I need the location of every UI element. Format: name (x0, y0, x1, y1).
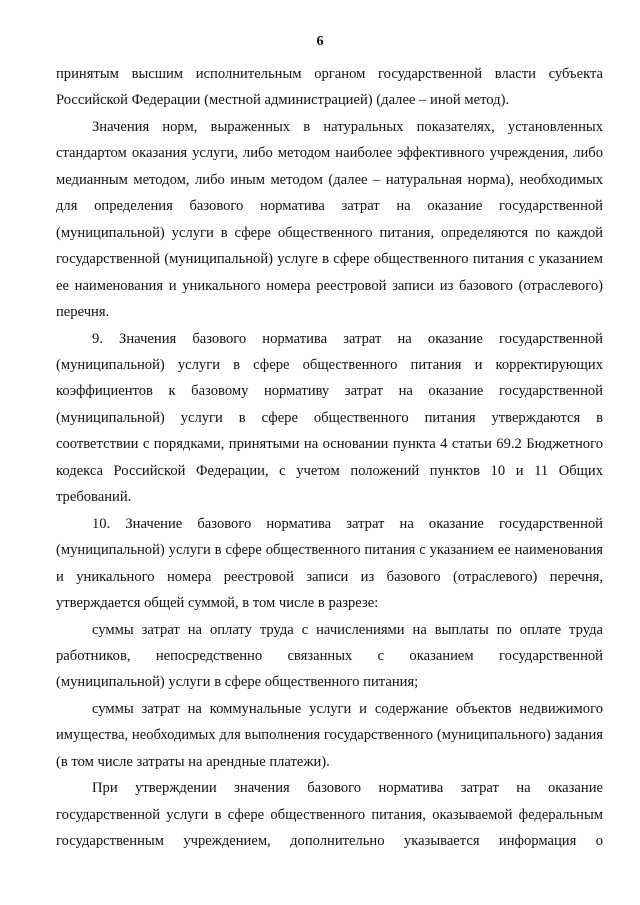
document-body (56, 61, 603, 855)
paragraph-federal-institution: При утверждении значения базового норматива затрат на оказание государственной услуги в сфере общественного питания, оказываемой федеральным государственным учреждением, дополнительно указывается информация о (56, 780, 603, 850)
paragraph-utility-costs: суммы затрат на коммунальные услуги и содержание объектов недвижимого имущества, необходимых для выполнения государственного (муниципального) задания (в том числе затраты на арендные платежи). (56, 700, 603, 770)
paragraph-clause-9: 9. Значения базового норматива затрат на оказание государственной (муниципальной) услуги в сфере общественного питания и корректирующих коэффициентов к базовому нормативу затрат на оказание государственной (муниципальной) услуги в сфере общественного питания утверждаются в соответствии с порядками, принятыми на основании пункта 4 статьи 69.2 Бюджетного кодекса Российской Федерации, с учетом положений пунктов 10 и 11 Общих требований. (56, 330, 603, 506)
paragraph-natural-norms: Значения норм, выраженных в натуральных показателях, установленных стандартом оказания услуги, либо методом наиболее эффективного учреждения, либо медианным методом, либо иным методом (далее – натуральная норма), необходимых для определения базового норматива затрат на оказание государственной (муниципальной) услуги в сфере общественного питания, определяются по каждой государственной (муниципальной) услуге в сфере общественного питания с указанием ее наименования и уникального номера реестровой записи из базового (отраслевого) перечня. (56, 118, 603, 321)
paragraph-continuation: принятым высшим исполнительным органом государственной власти субъекта Российской Федерации (местной администрацией) (далее – иной метод). (56, 66, 603, 109)
paragraph-clause-10: 10. Значение базового норматива затрат на оказание государственной (муниципальной) услуги в сфере общественного питания с указанием ее наименования и уникального номера реестровой записи из базового (отраслевого) перечня, утверждается общей суммой, в том числе в разрезе: (56, 515, 603, 612)
page-number: 6 (316, 34, 324, 49)
paragraph-labor-costs: суммы затрат на оплату труда с начислениями на выплаты по оплате труда работников, непосредственно связанных с оказанием государственной (муниципальной) услуги в сфере общественного питания; (56, 621, 603, 691)
